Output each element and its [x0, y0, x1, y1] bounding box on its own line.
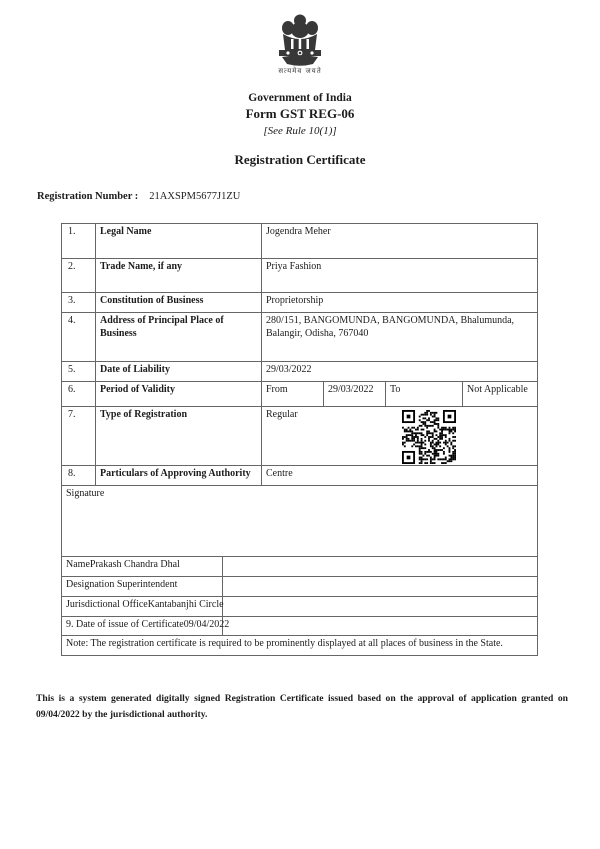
row-label: Address of Principal Place of Business [96, 313, 262, 362]
row-serial: 6. [62, 382, 96, 407]
row-label: Type of Registration [96, 407, 262, 466]
form-title: Form GST REG-06 [245, 106, 355, 121]
table-row-approving-authority [62, 466, 538, 486]
empty-cell [223, 577, 538, 597]
row-serial: 4. [62, 313, 96, 362]
empty-cell [223, 557, 538, 577]
table-row-date-of-liability [62, 362, 538, 382]
india-national-emblem-icon [271, 8, 329, 66]
row-value: Proprietorship [262, 293, 538, 313]
row-value: Priya Fashion [262, 259, 538, 293]
table-row-constitution [62, 293, 538, 313]
empty-cell [223, 597, 538, 617]
row-value: 29/03/2022 [262, 362, 538, 382]
row-label: Particulars of Approving Authority [96, 466, 262, 486]
registration-number-value: 21AXSPM5677J1ZU [149, 191, 241, 202]
table-row-legal-name [62, 224, 538, 259]
system-generated-note: This is a system generated digitally signed Registration Certificate issued based on the approval of application granted on 09/04/2022 by the jurisdictional authority. [36, 693, 568, 720]
approver-designation-row [62, 577, 538, 597]
approver-name-row [62, 557, 538, 577]
certificate-body [61, 223, 537, 656]
row-value: Jogendra Meher [262, 224, 538, 259]
row-serial: 7. [62, 407, 96, 466]
approver-name: NamePrakash Chandra Dhal [62, 557, 223, 577]
qr-code [402, 410, 456, 464]
row-label: Period of Validity [96, 382, 262, 407]
row-value: 280/151, BANGOMUNDA, BANGOMUNDA, Bhalumunda, Balangir, Odisha, 767040 [262, 313, 538, 362]
row-value: Regular [266, 409, 298, 420]
table-row-type-of-registration [62, 407, 538, 466]
validity-to-value: Not Applicable [463, 382, 538, 407]
government-of-india-title: Government of India [248, 92, 352, 104]
row-serial: 3. [62, 293, 96, 313]
row-serial: 1. [62, 224, 96, 259]
row-label: Constitution of Business [96, 293, 262, 313]
validity-to-label: To [386, 382, 463, 407]
certificate-table [61, 223, 538, 486]
signature-area: Signature [62, 486, 538, 557]
row-value: Centre [262, 466, 538, 486]
registration-number-line [37, 191, 240, 202]
rule-reference: [See Rule 10(1)] [263, 125, 337, 137]
registration-number-label: Registration Number : [37, 191, 139, 202]
empty-cell [223, 617, 538, 636]
validity-from-value: 29/03/2022 [324, 382, 386, 407]
note-row [62, 636, 538, 656]
row-value-cell [262, 407, 538, 466]
certificate-header [0, 0, 600, 168]
validity-from-label: From [262, 382, 324, 407]
row-serial: 8. [62, 466, 96, 486]
row-serial: 5. [62, 362, 96, 382]
row-label: Date of Liability [96, 362, 262, 382]
row-label: Trade Name, if any [96, 259, 262, 293]
date-of-issue-row [62, 617, 538, 636]
jurisdictional-office-row [62, 597, 538, 617]
note-text: Note: The registration certificate is required to be prominently displayed at all places of business in the State. [62, 636, 538, 656]
signature-table [61, 485, 538, 656]
satyameva-jayate-motto: सत्यमेव जयते [278, 67, 322, 75]
approver-designation: Designation Superintendent [62, 577, 223, 597]
table-row-address [62, 313, 538, 362]
date-of-issue: 9. Date of issue of Certificate09/04/2022 [62, 617, 223, 636]
row-label: Legal Name [96, 224, 262, 259]
table-row-trade-name [62, 259, 538, 293]
certificate-title: Registration Certificate [234, 152, 366, 167]
jurisdictional-office: Jurisdictional OfficeKantabanjhi Circle [62, 597, 223, 617]
table-row-period-of-validity [62, 382, 538, 407]
signature-area-row [62, 486, 538, 557]
row-serial: 2. [62, 259, 96, 293]
